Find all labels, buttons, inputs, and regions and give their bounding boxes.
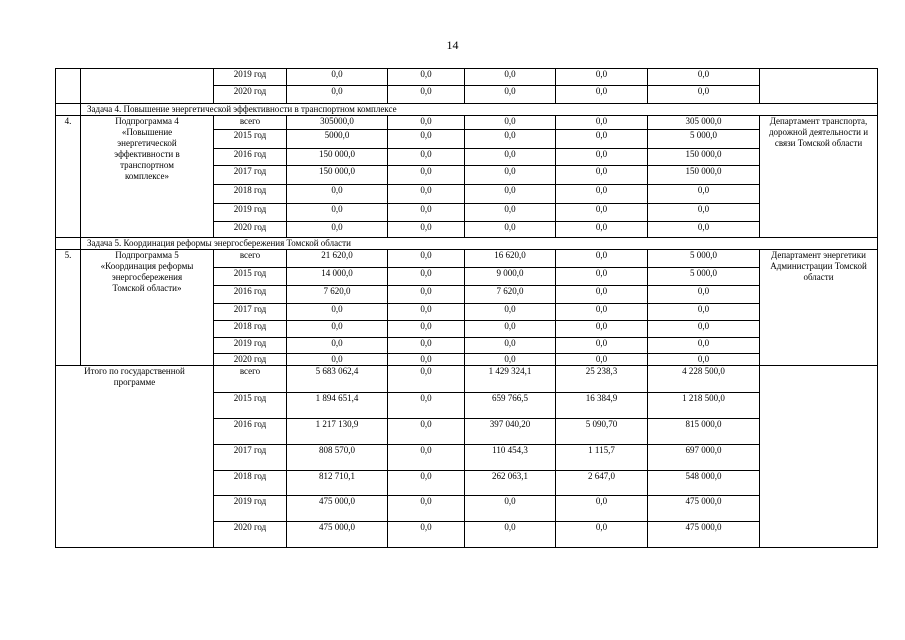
year-cell: 2017 год	[214, 445, 287, 471]
task-title: Задача 4. Повышение энергетической эффективности в транспортном комплексе	[81, 104, 878, 116]
value-cell: 0,0	[465, 304, 556, 321]
value-cell: 0,0	[388, 522, 465, 548]
value-cell: 0,0	[465, 321, 556, 338]
value-cell: 0,0	[465, 69, 556, 86]
value-cell: 0,0	[388, 321, 465, 338]
value-cell: 0,0	[287, 338, 388, 354]
value-cell: 1 894 651,4	[287, 393, 388, 419]
total-row	[56, 366, 878, 393]
value-cell: 0,0	[465, 204, 556, 222]
value-cell: 397 040,20	[465, 419, 556, 445]
value-cell: 150 000,0	[287, 166, 388, 185]
value-cell: 0,0	[388, 149, 465, 166]
value-cell: 0,0	[388, 366, 465, 393]
value-cell: 9 000,0	[465, 268, 556, 286]
value-cell: 0,0	[388, 445, 465, 471]
value-cell: 0,0	[388, 471, 465, 496]
value-cell: 475 000,0	[648, 496, 760, 522]
subprogram-number: 5.	[56, 250, 81, 366]
value-cell: 0,0	[556, 69, 648, 86]
year-cell: 2018 год	[214, 471, 287, 496]
department-cell	[760, 366, 878, 548]
department-cell: Департамент транспорта, дорожной деятельности и связи Томской области	[760, 116, 878, 238]
value-cell: 2 647,0	[556, 471, 648, 496]
value-cell: 0,0	[556, 204, 648, 222]
value-cell: 0,0	[556, 185, 648, 204]
table-row	[56, 116, 878, 130]
value-cell: 7 620,0	[465, 286, 556, 304]
year-cell: 2020 год	[214, 86, 287, 104]
value-cell: 0,0	[465, 116, 556, 130]
value-cell: 0,0	[648, 69, 760, 86]
value-cell: 0,0	[287, 185, 388, 204]
value-cell: 0,0	[556, 354, 648, 366]
value-cell: 0,0	[388, 86, 465, 104]
value-cell: 0,0	[556, 286, 648, 304]
value-cell: 0,0	[556, 222, 648, 238]
value-cell: 262 063,1	[465, 471, 556, 496]
value-cell: 0,0	[388, 250, 465, 268]
department-cell: Департамент энергетики Администрации Томской области	[760, 250, 878, 366]
value-cell: 0,0	[556, 304, 648, 321]
value-cell: 0,0	[388, 496, 465, 522]
value-cell: 0,0	[556, 338, 648, 354]
value-cell: 0,0	[388, 268, 465, 286]
value-cell: 150 000,0	[648, 149, 760, 166]
subprogram-name: Подпрограмма 4 «Повышение энергетической эффективности в транспортном комплексе»	[81, 116, 214, 238]
value-cell: 0,0	[648, 304, 760, 321]
year-cell: 2019 год	[214, 69, 287, 86]
value-cell: 16 620,0	[465, 250, 556, 268]
value-cell: 4 228 500,0	[648, 366, 760, 393]
value-cell: 0,0	[556, 86, 648, 104]
value-cell: 1 429 324,1	[465, 366, 556, 393]
value-cell: 0,0	[556, 166, 648, 185]
value-cell: 5 000,0	[648, 268, 760, 286]
value-cell: 0,0	[648, 222, 760, 238]
value-cell: 5 000,0	[648, 250, 760, 268]
value-cell: 7 620,0	[287, 286, 388, 304]
value-cell: 697 000,0	[648, 445, 760, 471]
value-cell: 0,0	[465, 354, 556, 366]
year-cell: 2018 год	[214, 321, 287, 338]
value-cell: 0,0	[465, 522, 556, 548]
value-cell: 0,0	[465, 222, 556, 238]
value-cell: 0,0	[287, 222, 388, 238]
value-cell: 0,0	[388, 286, 465, 304]
value-cell: 0,0	[648, 86, 760, 104]
value-cell: 305 000,0	[648, 116, 760, 130]
value-cell: 5000,0	[287, 130, 388, 149]
value-cell: 1 217 130,9	[287, 419, 388, 445]
value-cell: 0,0	[388, 222, 465, 238]
subprogram-number: 4.	[56, 116, 81, 238]
year-cell: 2019 год	[214, 204, 287, 222]
value-cell: 0,0	[556, 149, 648, 166]
value-cell: 0,0	[465, 86, 556, 104]
value-cell: 0,0	[556, 522, 648, 548]
value-cell: 812 710,1	[287, 471, 388, 496]
year-cell: 2017 год	[214, 166, 287, 185]
value-cell: 0,0	[648, 354, 760, 366]
value-cell: 0,0	[648, 204, 760, 222]
value-cell: 0,0	[556, 116, 648, 130]
value-cell: 1 218 500,0	[648, 393, 760, 419]
value-cell: 150 000,0	[287, 149, 388, 166]
value-cell: 0,0	[287, 204, 388, 222]
table-row	[56, 69, 878, 86]
value-cell: 548 000,0	[648, 471, 760, 496]
value-cell: 0,0	[465, 166, 556, 185]
value-cell: 0,0	[648, 338, 760, 354]
year-cell: всего	[214, 366, 287, 393]
value-cell: 0,0	[388, 338, 465, 354]
value-cell: 0,0	[556, 130, 648, 149]
value-cell: 21 620,0	[287, 250, 388, 268]
value-cell: 475 000,0	[648, 522, 760, 548]
year-cell: всего	[214, 116, 287, 130]
value-cell: 0,0	[388, 166, 465, 185]
value-cell: 0,0	[287, 304, 388, 321]
value-cell: 110 454,3	[465, 445, 556, 471]
value-cell: 5 090,70	[556, 419, 648, 445]
table-row	[56, 250, 878, 268]
year-cell: 2019 год	[214, 496, 287, 522]
value-cell: 0,0	[287, 86, 388, 104]
value-cell: 25 238,3	[556, 366, 648, 393]
value-cell: 5 000,0	[648, 130, 760, 149]
value-cell: 0,0	[556, 496, 648, 522]
year-cell: всего	[214, 250, 287, 268]
program-funding-table	[55, 68, 878, 548]
year-cell: 2015 год	[214, 268, 287, 286]
year-cell: 2016 год	[214, 149, 287, 166]
value-cell: 0,0	[388, 130, 465, 149]
value-cell: 0,0	[287, 69, 388, 86]
value-cell: 16 384,9	[556, 393, 648, 419]
number-cell	[56, 69, 81, 104]
value-cell: 0,0	[388, 185, 465, 204]
value-cell: 808 570,0	[287, 445, 388, 471]
value-cell: 0,0	[287, 354, 388, 366]
value-cell: 475 000,0	[287, 522, 388, 548]
value-cell: 659 766,5	[465, 393, 556, 419]
year-cell: 2019 год	[214, 338, 287, 354]
year-cell: 2016 год	[214, 286, 287, 304]
value-cell: 0,0	[388, 393, 465, 419]
value-cell: 0,0	[287, 321, 388, 338]
value-cell: 0,0	[556, 268, 648, 286]
year-cell: 2020 год	[214, 222, 287, 238]
value-cell: 0,0	[465, 130, 556, 149]
name-cell	[81, 69, 214, 104]
value-cell: 0,0	[648, 321, 760, 338]
value-cell: 475 000,0	[287, 496, 388, 522]
value-cell: 0,0	[648, 286, 760, 304]
value-cell: 0,0	[388, 419, 465, 445]
page-number: 14	[446, 38, 459, 52]
value-cell: 305000,0	[287, 116, 388, 130]
year-cell: 2016 год	[214, 419, 287, 445]
task-title-row	[56, 104, 878, 116]
year-cell: 2017 год	[214, 304, 287, 321]
value-cell: 0,0	[388, 69, 465, 86]
value-cell: 0,0	[556, 321, 648, 338]
total-label: Итого по государственной программе	[56, 366, 214, 548]
value-cell: 0,0	[648, 185, 760, 204]
task-title: Задача 5. Координация реформы энергосбережения Томской области	[81, 238, 878, 250]
subprogram-name: Подпрограмма 5 «Координация реформы энергосбережения Томской области»	[81, 250, 214, 366]
department-cell	[760, 69, 878, 104]
value-cell: 14 000,0	[287, 268, 388, 286]
year-cell: 2015 год	[214, 393, 287, 419]
value-cell: 0,0	[388, 304, 465, 321]
value-cell: 0,0	[465, 496, 556, 522]
task-title-row	[56, 238, 878, 250]
blank-cell	[56, 104, 81, 116]
value-cell: 0,0	[388, 116, 465, 130]
value-cell: 0,0	[556, 250, 648, 268]
blank-cell	[56, 238, 81, 250]
value-cell: 815 000,0	[648, 419, 760, 445]
value-cell: 150 000,0	[648, 166, 760, 185]
value-cell: 0,0	[465, 149, 556, 166]
year-cell: 2018 год	[214, 185, 287, 204]
value-cell: 0,0	[465, 338, 556, 354]
year-cell: 2020 год	[214, 522, 287, 548]
value-cell: 1 115,7	[556, 445, 648, 471]
value-cell: 5 683 062,4	[287, 366, 388, 393]
year-cell: 2015 год	[214, 130, 287, 149]
value-cell: 0,0	[388, 204, 465, 222]
value-cell: 0,0	[465, 185, 556, 204]
year-cell: 2020 год	[214, 354, 287, 366]
value-cell: 0,0	[388, 354, 465, 366]
